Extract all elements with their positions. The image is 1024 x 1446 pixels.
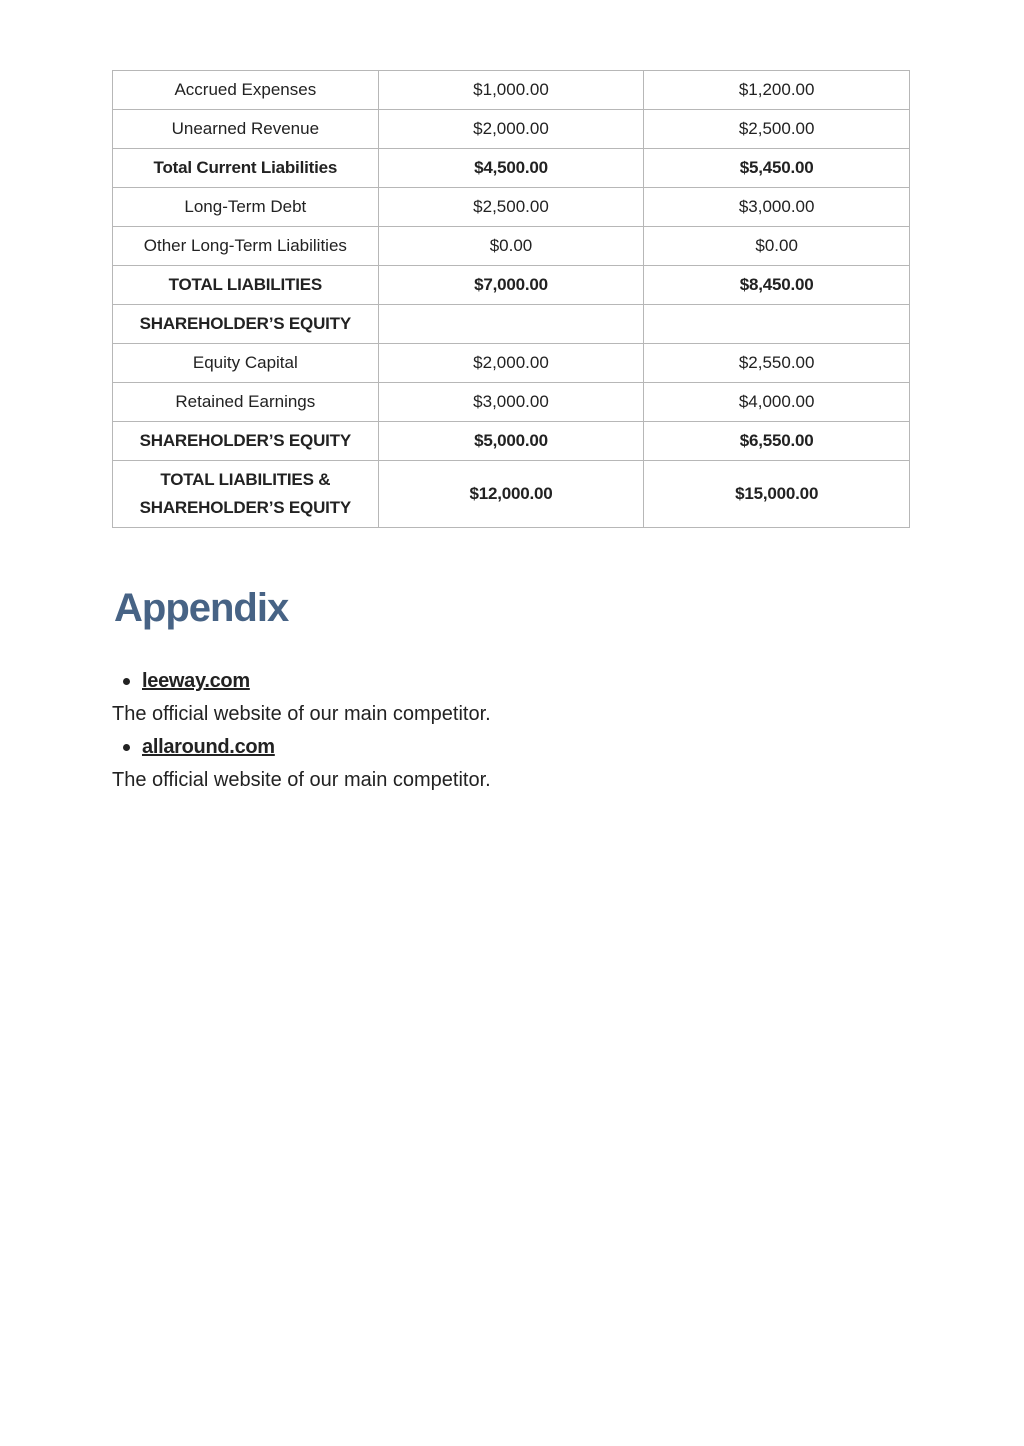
bullet-icon [123,678,130,685]
row-value-a: $1,000.00 [378,71,644,110]
row-label: Long-Term Debt [113,188,379,227]
row-label: SHAREHOLDER’S EQUITY [113,305,379,344]
row-label: Other Long-Term Liabilities [113,227,379,266]
row-value-a: $2,000.00 [378,110,644,149]
row-label: SHAREHOLDER’S EQUITY [113,422,379,461]
row-value-a: $4,500.00 [378,149,644,188]
link-text: allaround.com [142,736,275,758]
bullet-icon [123,744,130,751]
row-value-a [378,305,644,344]
row-value-a: $5,000.00 [378,422,644,461]
row-value-a: $12,000.00 [378,461,644,528]
document-page [112,70,910,791]
row-value-b: $0.00 [644,227,910,266]
balance-sheet-table [112,70,910,528]
row-label: Accrued Expenses [113,71,379,110]
table-row-long-term-debt [113,188,910,227]
table-row-other-long-term-liabilities [113,227,910,266]
link-text: leeway.com [142,670,250,692]
row-value-b: $1,200.00 [644,71,910,110]
appendix-description: The official website of our main competitor. [112,703,491,725]
row-label: TOTAL LIABILITIES & SHAREHOLDER’S EQUITY [113,461,379,528]
row-value-a: $7,000.00 [378,266,644,305]
row-value-b: $4,000.00 [644,383,910,422]
table-row-shareholders-equity-total [113,422,910,461]
row-label: TOTAL LIABILITIES [113,266,379,305]
row-value-a: $3,000.00 [378,383,644,422]
table-row-unearned-revenue [113,110,910,149]
row-value-b: $3,000.00 [644,188,910,227]
appendix-list [112,666,910,798]
row-value-b: $6,550.00 [644,422,910,461]
table-row-accrued-expenses [113,71,910,110]
row-value-a: $0.00 [378,227,644,266]
appendix-description: The official website of our main competitor. [112,769,491,791]
table-row-total-liabilities-and-equity [113,461,910,528]
table-row-total-liabilities [113,266,910,305]
table-row-total-current-liabilities [113,149,910,188]
row-value-a: $2,000.00 [378,344,644,383]
table-row-shareholders-equity-header [113,305,910,344]
row-label: Unearned Revenue [113,110,379,149]
appendix-heading: Appendix [114,586,289,630]
row-label: Retained Earnings [113,383,379,422]
row-value-b: $8,450.00 [644,266,910,305]
appendix-link-allaround[interactable] [112,732,910,762]
row-value-a: $2,500.00 [378,188,644,227]
row-label: Total Current Liabilities [113,149,379,188]
row-value-b: $15,000.00 [644,461,910,528]
row-value-b: $2,500.00 [644,110,910,149]
appendix-link-leeway[interactable] [112,666,910,696]
row-label: Equity Capital [113,344,379,383]
table-row-equity-capital [113,344,910,383]
table-row-retained-earnings [113,383,910,422]
row-value-b [644,305,910,344]
row-value-b: $5,450.00 [644,149,910,188]
row-value-b: $2,550.00 [644,344,910,383]
